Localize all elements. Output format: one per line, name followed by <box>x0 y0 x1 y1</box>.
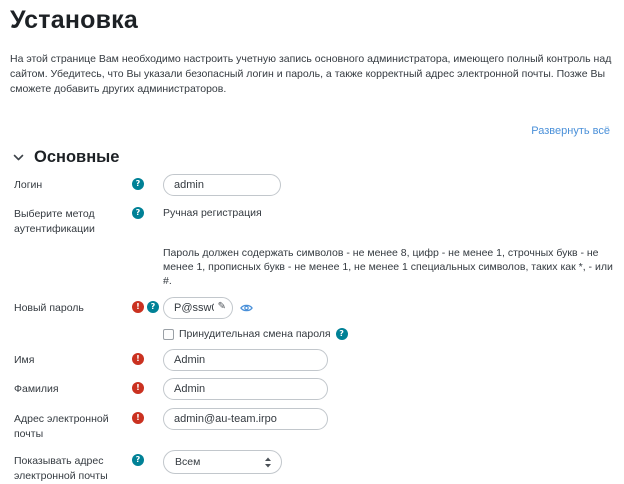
expand-all-link[interactable]: Развернуть всё <box>531 125 610 137</box>
form-row-password-policy <box>14 244 614 288</box>
pencil-icon: ✎ <box>217 301 226 312</box>
help-icon[interactable]: ? <box>132 454 144 466</box>
form-row-lastname <box>14 378 614 400</box>
auth-method-value: Ручная регистрация <box>163 207 262 219</box>
email-visibility-label: Показывать адрес электронной почты <box>14 455 108 482</box>
new-password-label: Новый пароль <box>14 302 84 314</box>
password-policy-text: Пароль должен содержать символов - не менее 8, цифр - не менее 1, строчных букв - не менее 1, прописных букв - не менее 1, не менее 1 специальных символов, таких как *, - или #. <box>163 247 613 287</box>
required-icon: ! <box>132 412 144 424</box>
help-icon[interactable]: ? <box>147 301 159 313</box>
chevron-down-icon <box>12 151 25 164</box>
lastname-label: Фамилия <box>14 383 59 395</box>
show-password-icon[interactable] <box>240 302 253 314</box>
email-visibility-selected-value: Всем <box>175 456 201 468</box>
select-arrows-icon <box>264 457 272 468</box>
form-row-email <box>14 408 614 442</box>
username-label: Логин <box>14 179 43 191</box>
form-row-email-visibility <box>14 450 614 484</box>
section-header-general[interactable] <box>10 148 614 167</box>
intro-text: На этой странице Вам необходимо настроить учетную запись основного администратора, имеющего полный контроль над сайтом. Убедитесь, что Вы указали безопасный логин и пароль, а также корректный адрес электронной почты. Позже Вы сможете добавить других администраторов. <box>10 53 612 95</box>
lastname-input[interactable] <box>163 378 328 400</box>
force-password-change-label: Принудительная смена пароля <box>179 328 331 340</box>
username-input[interactable] <box>163 174 281 196</box>
firstname-label: Имя <box>14 354 35 366</box>
expand-all-row <box>10 121 614 139</box>
email-input[interactable] <box>163 408 328 430</box>
help-icon[interactable]: ? <box>132 207 144 219</box>
required-icon: ! <box>132 301 144 313</box>
force-password-change-checkbox[interactable] <box>163 329 174 340</box>
page-title: Установка <box>10 6 138 34</box>
form-row-force-password-change <box>14 326 614 340</box>
form-row-auth-method <box>14 203 614 237</box>
section-title: Основные <box>34 148 120 166</box>
required-icon: ! <box>132 382 144 394</box>
help-icon[interactable]: ? <box>132 178 144 190</box>
form-row-firstname <box>14 349 614 371</box>
help-icon[interactable]: ? <box>336 328 348 340</box>
email-label: Адрес электронной почты <box>14 413 109 440</box>
form-row-new-password <box>14 297 614 319</box>
form-row-username <box>14 174 614 196</box>
auth-method-label: Выберите метод аутентификации <box>14 208 95 235</box>
required-icon: ! <box>132 353 144 365</box>
firstname-input[interactable] <box>163 349 328 371</box>
admin-account-form <box>14 174 614 484</box>
email-visibility-select[interactable] <box>163 450 282 474</box>
